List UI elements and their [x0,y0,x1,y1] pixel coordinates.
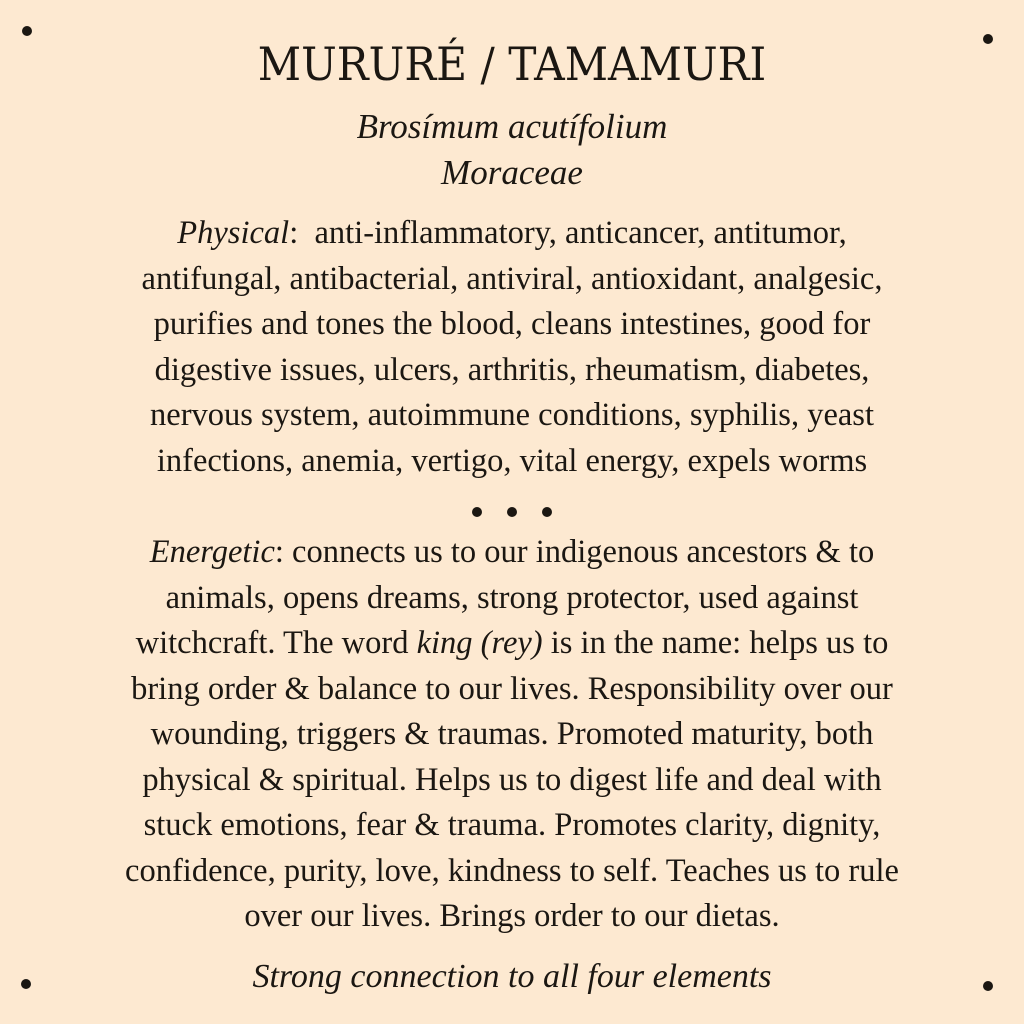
scientific-name: Brosímum acutífolium [356,107,668,146]
energetic-section [0,530,1024,940]
physical-line-1-text: anti-inflammatory, anticancer, antitumor, [314,215,847,251]
energetic-line-3-pre: witchcraft. The word [135,625,417,661]
physical-section [0,211,1024,484]
physical-line-5: nervous system, autoimmune conditions, syphilis, yeast [150,397,874,433]
physical-line-2: antifungal, antibacterial, antiviral, antioxidant, analgesic, [141,260,883,297]
energetic-line-3-post: is in the name: helps us to [542,625,889,661]
energetic-line-7: stuck emotions, fear & trauma. Promotes clarity, dignity, [143,807,881,843]
physical-line-4: digestive issues, ulcers, arthritis, rheumatism, diabetes, [154,351,870,388]
energetic-line-5: wounding, triggers & traumas. Promoted maturity, both [150,716,874,752]
energetic-label: Energetic [149,534,275,570]
physical-label: Physical [177,215,290,251]
energetic-line-1 [0,530,1024,576]
energetic-line-3 [0,621,1024,667]
physical-line-1: Physical: anti-inflammatory, anticancer, antitumor, [177,215,847,251]
page-title: MURURÉ / TAMAMURI [257,37,767,91]
divider-dot [542,507,552,517]
energetic-line-8: confidence, purity, love, kindness to self. Teaches us to rule [125,852,899,889]
energetic-line-3-emphasis: king (rey) [416,625,543,661]
energetic-line-6: physical & spiritual. Helps us to digest life and deal with [142,761,882,798]
energetic-line-1-text: : connects us to our indigenous ancestors & to [274,534,875,570]
energetic-line-9: over our lives. Brings order to our dietas. [244,898,780,934]
energetic-line-4: bring order & balance to our lives. Responsibility over our [131,670,893,707]
physical-line-3: purifies and tones the blood, cleans intestines, good for [153,306,871,342]
physical-line-6: infections, anemia, vertigo, vital energy, expels worms [156,442,868,479]
corner-dot-top-left [22,26,32,36]
corner-dot-top-right [983,34,993,44]
energetic-line-2: animals, opens dreams, strong protector, used against [165,579,859,616]
closing-statement: Strong connection to all four elements [252,958,772,995]
divider-dot [507,507,517,517]
plant-family: Moraceae [441,153,583,192]
section-divider [0,500,1024,524]
divider-dot [472,507,482,517]
